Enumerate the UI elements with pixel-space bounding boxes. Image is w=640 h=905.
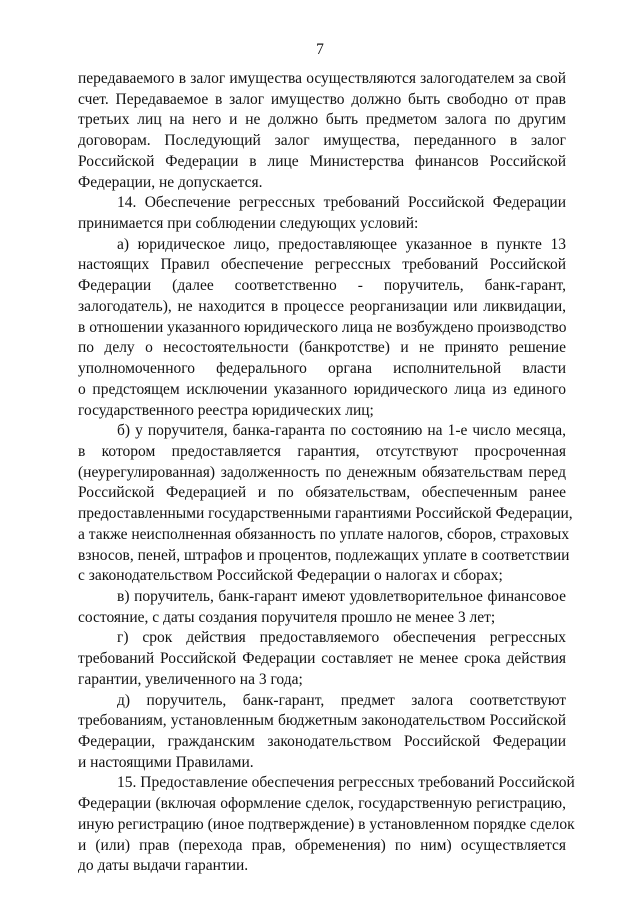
text-line: в отношении указанного юридического лица не возбуждено производство <box>78 318 567 336</box>
text-line: требований Российской Федерации составляет не менее срока действия <box>78 650 566 668</box>
text-line: состояние, с даты создания поручителя прошло не менее 3 лет; <box>78 608 496 626</box>
paragraph <box>78 193 566 234</box>
text-line: счет. Передаваемое в залог имущество должно быть свободно от прав <box>78 90 566 108</box>
text-line: 14. Обеспечение регрессных требований Российской Федерации <box>117 194 566 212</box>
text-line: Российской Федерацией и по обязательствам, обеспеченным ранее <box>78 484 566 502</box>
paragraph <box>78 587 566 628</box>
document-body <box>78 69 575 877</box>
text-line: 15. Предоставление обеспечения регрессных требований Российской <box>117 774 575 792</box>
text-line: с законодательством Российской Федерации о налогах и сборах; <box>78 567 503 585</box>
text-line: а также неисполненная обязанность по уплате налогов, сборов, страховых <box>78 525 570 543</box>
text-line: Федерации, не допускается. <box>78 173 263 191</box>
text-line: требованиям, установленным бюджетным законодательством Российской <box>78 712 566 730</box>
text-line: и настоящими Правилами. <box>78 753 254 771</box>
text-line: иную регистрацию (иное подтверждение) в установленном порядке сделок <box>78 815 575 833</box>
text-line: по делу о несостоятельности (банкротстве) и не принято решение <box>78 339 566 357</box>
text-line: уполномоченного федерального органа исполнительной власти <box>78 360 566 378</box>
text-line: предоставленными государственными гарантиями Российской Федерации, <box>78 505 573 523</box>
text-line: принимается при соблюдении следующих условий: <box>78 215 419 233</box>
text-line: и (или) прав (перехода прав, обременения) по ним) осуществляется <box>78 836 566 854</box>
text-line: Федерации (включая оформление сделок, государственную регистрацию, <box>78 795 566 813</box>
text-line: в) поручитель, банк-гарант имеют удовлетворительное финансовое <box>117 587 566 605</box>
paragraph <box>78 691 566 774</box>
text-line: б) у поручителя, банка-гаранта по состоянию на 1-е число месяца, <box>117 422 566 440</box>
text-line: г) срок действия предоставляемого обеспечения регрессных <box>117 629 566 647</box>
text-line: д) поручитель, банк-гарант, предмет залога соответствуют <box>117 691 566 709</box>
text-line: взносов, пеней, штрафов и процентов, подлежащих уплате в соответствии <box>78 546 570 564</box>
paragraph <box>78 628 566 690</box>
text-line: Российской Федерации в лице Министерства финансов Российской <box>78 152 566 170</box>
text-line: до даты выдачи гарантии. <box>78 857 249 875</box>
text-line: а) юридическое лицо, предоставляющее указанное в пункте 13 <box>117 235 566 253</box>
text-line: передаваемого в залог имущества осуществляются залогодателем за свой <box>78 70 566 87</box>
page-number: 7 <box>316 41 324 58</box>
paragraph <box>78 421 573 587</box>
paragraph <box>78 69 566 193</box>
text-line: гарантии, увеличенного на 3 года; <box>78 670 303 688</box>
text-line: в котором предоставляется гарантия, отсутствуют просроченная <box>78 442 566 460</box>
text-line: государственного реестра юридических лиц; <box>78 401 374 419</box>
text-line: договорам. Последующий залог имущества, переданного в залог <box>78 132 566 150</box>
text-line: (неурегулированная) задолженность по денежным обязательствам перед <box>78 463 566 481</box>
text-line: настоящих Правил обеспечение регрессных требований Российской <box>78 256 566 274</box>
text-line: о предстоящем исключении указанного юридического лица из единого <box>78 380 566 398</box>
paragraph <box>78 235 566 421</box>
text-line: Федерации, гражданским законодательством Российской Федерации <box>78 733 566 750</box>
paragraph <box>78 773 575 877</box>
text-line: Федерации (далее соответственно - поручитель, банк-гарант, <box>78 277 566 295</box>
text-line: третьих лиц на него и не должно быть предметом залога по другим <box>78 111 566 129</box>
text-line: залогодатель), не находится в процессе реорганизации или ликвидации, <box>78 297 566 315</box>
